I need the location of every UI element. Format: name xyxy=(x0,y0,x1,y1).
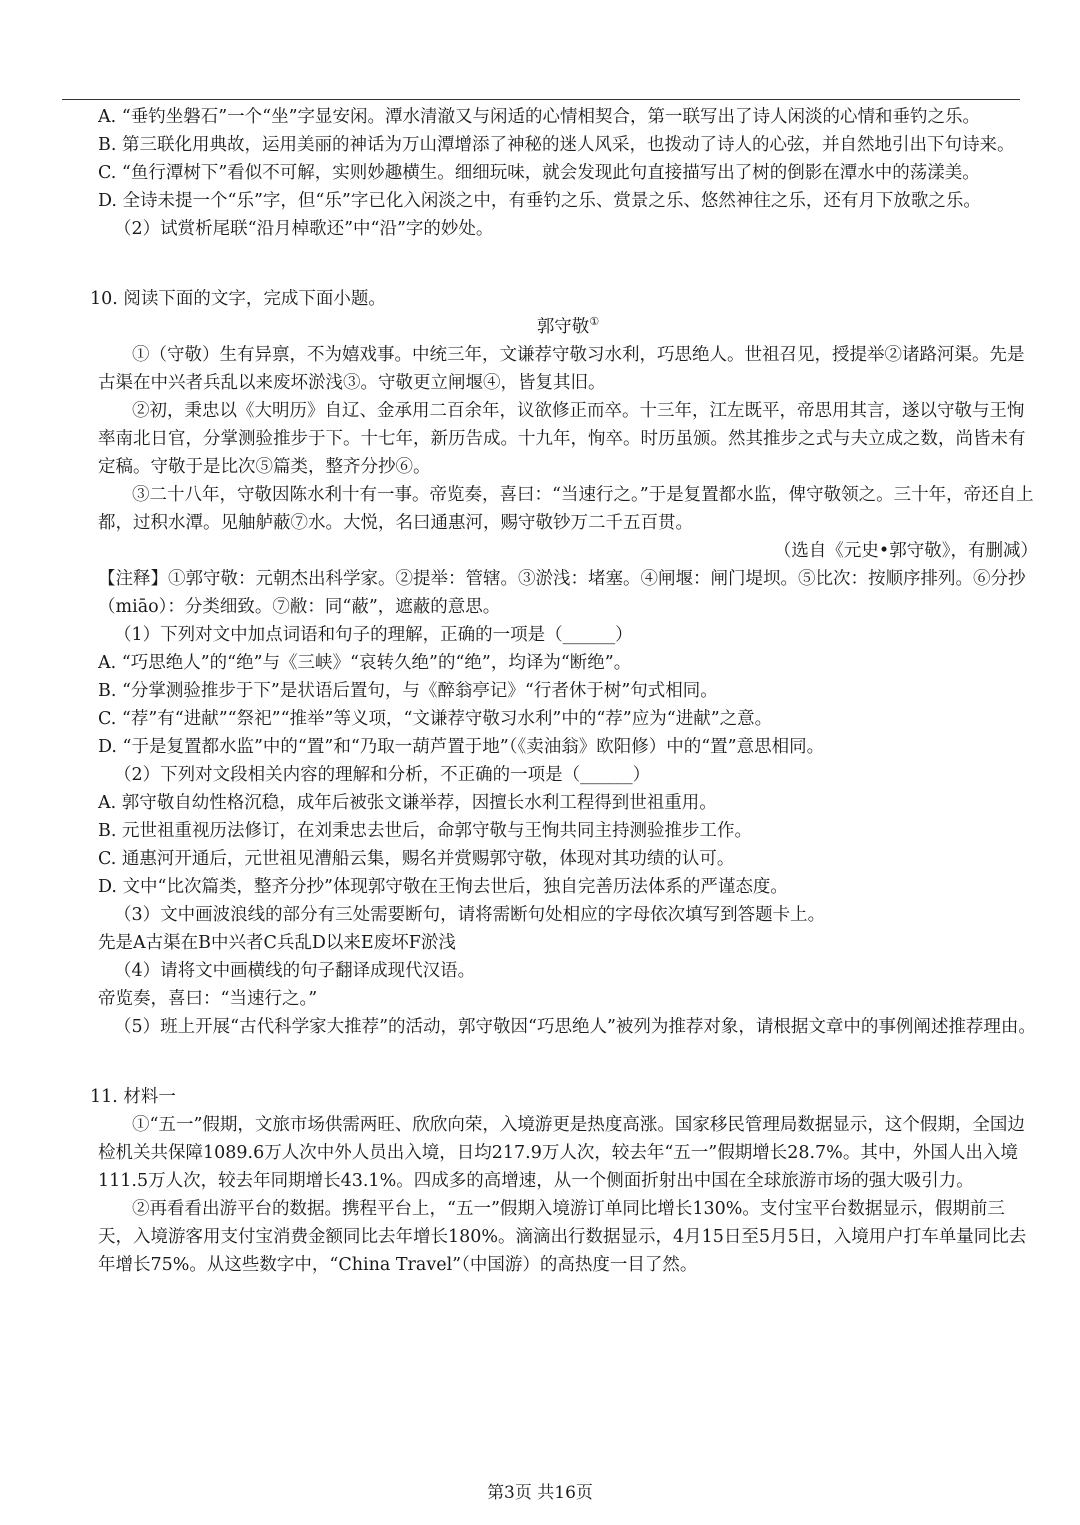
q9-option-c: C. “鱼行潭树下”看似不可解，实则妙趣横生。细细玩味，就会发现此句直接描写出了树的倒影在潭水中的荡漾美。 xyxy=(98,163,980,183)
q11-paragraph-1: ①“五一”假期，文旅市场供需两旺、欣欣向荣，入境游更是热度高涨。国家移民管理局数据显示，这个假期，全国边检机关共保障1089.6万人次中外人员出入境，日均217.9万人次，较去年“五一”假期增长28.7%。其中，外国人出入境111.5万人次，较去年同期增长43.1%。四成多的高增速，从一个侧面折射出中国在全球旅游市场的强大吸引力。 xyxy=(98,1115,1025,1191)
q10-subquestion-3: （3）文中画波浪线的部分有三处需要断句，请将需断句处相应的字母依次填写到答题卡上。 xyxy=(114,905,826,925)
q10-subquestion-4: （4）请将文中画横线的句子翻译成现代汉语。 xyxy=(114,961,476,981)
q10-sub1-option-a: A. “巧思绝人”的“绝”与《三峡》“哀转久绝”的“绝”，均译为“断绝”。 xyxy=(98,653,632,673)
passage-title xyxy=(98,313,1038,341)
q10-source: （选自《元史•郭守敬》，有删减） xyxy=(773,541,1038,561)
q9-subquestion-2: （2）试赏析尾联“沿月棹歌还”中“沿”字的妙处。 xyxy=(114,219,494,239)
q10-sub1-option-b: B. “分掌测验推步于下”是状语后置句，与《醉翁亭记》“行者休于树”句式相同。 xyxy=(98,681,718,701)
q9-option-b: B. 第三联化用典故，运用美丽的神话为万山潭增添了神秘的迷人风采，也拨动了诗人的心弦，并自然地引出下句诗来。 xyxy=(98,135,1015,155)
q10-sub4-text: 帝览奏，喜曰：“当速行之。” xyxy=(98,989,318,1009)
q10-paragraph-2: ②初，秉忠以《大明历》自辽、金承用二百余年，议欲修正而卒。十三年，江左既平，帝思用其言，遂以守敬与王恂率南北日官，分掌测验推步于下。十七年，新历告成。十九年，恂卒。时历虽颁。然其推步之式与夫立成之数，尚皆未有定稿。守敬于是比次⑤篇类，整齐分抄⑥。 xyxy=(98,401,1026,477)
q10-subquestion-5: （5）班上开展“古代科学家大推荐”的活动，郭守敬因“巧思绝人”被列为推荐对象，请根据文章中的事例阐述推荐理由。 xyxy=(114,1017,1036,1037)
q10-sub2-option-c: C. 通惠河开通后，元世祖见漕船云集，赐名并赏赐郭守敬，体现对其功绩的认可。 xyxy=(98,849,735,869)
q10-sub2-option-b: B. 元世祖重视历法修订，在刘秉忠去世后，命郭守敬与王恂共同主持测验推步工作。 xyxy=(98,821,752,841)
q10-sub2-option-a: A. 郭守敬自幼性格沉稳，成年后被张文谦举荐，因擅长水利工程得到世祖重用。 xyxy=(98,793,717,813)
page-content xyxy=(90,103,1038,1279)
q10-sub1-option-c: C. “荐”有“进献”“祭祀”“推举”等义项，“文谦荐守敬习水利”中的“荐”应为“进献”之意。 xyxy=(98,709,773,729)
q10-sub2-option-d: D. 文中“比次篇类，整齐分抄”体现郭守敬在王恂去世后，独自完善历法体系的严谨态度。 xyxy=(98,877,788,897)
q10-notes: 【注释】①郭守敬：元朝杰出科学家。②提举：管辖。③淤浅：堵塞。④闸堰：闸门堤坝。⑤比次：按顺序排列。⑥分抄（miāo）：分类细致。⑦敝：同“蔽”，遮蔽的意思。 xyxy=(98,569,1026,617)
q10-paragraph-1: ①（守敬）生有异禀，不为嬉戏事。中统三年，文谦荐守敬习水利，巧思绝人。世祖召见，授提举②诸路河渠。先是古渠在中兴者兵乱以来废坏淤浅③。守敬更立闸堰④，皆复其旧。 xyxy=(98,345,1025,393)
q10-subquestion-1: （1）下列对文中加点词语和句子的理解，正确的一项是（______） xyxy=(114,625,633,645)
passage-title-text: 郭守敬 xyxy=(536,317,590,337)
q10-intro: 10. 阅读下面的文字，完成下面小题。 xyxy=(90,289,386,309)
passage-title-note: ① xyxy=(589,315,600,329)
q11-intro: 11. 材料一 xyxy=(90,1087,176,1107)
q10-subquestion-2: （2）下列对文段相关内容的理解和分析，不正确的一项是（______） xyxy=(114,765,651,785)
page-footer: 第3页 共16页 xyxy=(487,1483,593,1503)
q11-paragraph-2: ②再看看出游平台的数据。携程平台上，“五一”假期入境游订单同比增长130%。支付宝平台数据显示，假期前三天，入境游客用支付宝消费金额同比去年增长180%。滴滴出行数据显示，4月15日至5月5日，入境用户打车单量同比去年增长75%。从这些数字中，“China Travel”（中国游）的高热度一目了然。 xyxy=(98,1199,1027,1275)
q10-sub1-option-d: D. “于是复置都水监”中的“置”和“乃取一葫芦置于地”（《卖油翁》欧阳修）中的“置”意思相同。 xyxy=(98,737,825,757)
header-rule xyxy=(62,99,1020,100)
q9-option-a: A. “垂钓坐磐石”一个“坐”字显安闲。潭水清澈又与闲适的心情相契合，第一联写出了诗人闲淡的心情和垂钓之乐。 xyxy=(98,107,981,127)
q10-sub3-text: 先是A古渠在B中兴者C兵乱D以来E废坏F淤浅 xyxy=(98,933,456,953)
q10-paragraph-3: ③二十八年，守敬因陈水利十有一事。帝览奏，喜曰：“当速行之。”于是复置都水监，俾守敬领之。三十年，帝还自上都，过积水潭。见舳舻蔽⑦水。大悦，名曰通惠河，赐守敬钞万二千五百贯。 xyxy=(98,485,1034,533)
q9-option-d: D. 全诗未提一个“乐”字，但“乐”字已化入闲淡之中，有垂钓之乐、赏景之乐、悠然神往之乐，还有月下放歌之乐。 xyxy=(98,191,981,211)
